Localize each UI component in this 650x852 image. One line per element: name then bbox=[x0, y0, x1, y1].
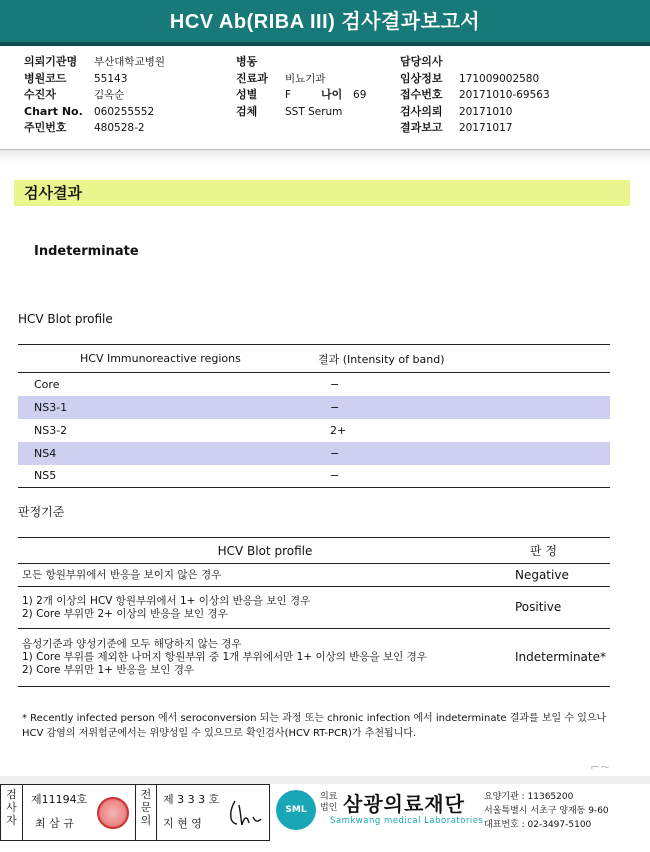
info-row-department bbox=[236, 71, 366, 88]
organization-name: 삼광의료재단 bbox=[343, 792, 465, 816]
criteria-line: 1) Core 부위를 제외한 나머지 항원부위 중 1개 부위에서만 1+ 이상의 반응을 보인 경우 bbox=[22, 651, 427, 663]
criteria-line: 2) Core 부위만 2+ 이상의 반응을 보인 경우 bbox=[22, 607, 228, 620]
footer-band bbox=[0, 776, 650, 784]
result-cell: − bbox=[318, 396, 610, 419]
judgement-cell: Negative bbox=[512, 564, 610, 587]
criteria-line: 2) Core 부위만 1+ 반응을 보인 경우 bbox=[22, 664, 195, 676]
section-title: 검사결과 bbox=[24, 184, 82, 202]
info-label: 검사의뢰 bbox=[400, 104, 443, 118]
info-row-report-date bbox=[400, 120, 550, 137]
specialist-license: 제 3 3 3 호 bbox=[163, 793, 220, 806]
handwritten-signature bbox=[227, 797, 263, 829]
blot-profile-table bbox=[18, 344, 610, 488]
table-row bbox=[18, 442, 610, 465]
info-label: 나이 bbox=[321, 88, 343, 101]
criteria-line: 모든 항원부위에서 반응을 보이지 않은 경우 bbox=[22, 568, 222, 581]
info-row-sex-age bbox=[236, 87, 366, 104]
criteria-line: 1) 2개 이상의 HCV 항원부위에서 1+ 이상의 반응을 보인 경우 bbox=[22, 594, 311, 607]
info-row-institution bbox=[24, 54, 165, 71]
specialist-name: 지 현 영 bbox=[163, 817, 202, 830]
table-row bbox=[18, 465, 610, 488]
info-label: 병원코드 bbox=[24, 71, 67, 85]
info-row-request-date bbox=[400, 104, 550, 121]
table-row bbox=[18, 373, 610, 396]
info-label: 수진자 bbox=[24, 88, 56, 101]
header-shadow bbox=[0, 150, 650, 162]
info-row-specimen bbox=[236, 104, 366, 121]
criteria-table bbox=[18, 537, 610, 687]
info-value: 비뇨기과 bbox=[285, 72, 326, 85]
result-cell: − bbox=[318, 442, 610, 465]
inspector-label: 검사자 bbox=[1, 785, 23, 840]
info-label: 진료과 bbox=[236, 71, 268, 85]
report-title-bar bbox=[0, 0, 650, 46]
faint-stamp-mark: ⌐~ bbox=[590, 760, 611, 774]
result-cell: − bbox=[318, 465, 610, 488]
logo-text: SML bbox=[285, 805, 307, 815]
inspector-license: 제11194호 bbox=[31, 793, 88, 806]
specialist-label: 전문의 bbox=[135, 785, 157, 840]
info-label: 검체 bbox=[236, 104, 258, 118]
judgement-cell: Positive bbox=[512, 587, 610, 629]
info-label: 병동 bbox=[236, 55, 258, 68]
criteria-cell bbox=[18, 587, 512, 629]
info-value: 060255552 bbox=[94, 105, 155, 118]
result-cell: 2+ bbox=[330, 423, 347, 437]
table-row bbox=[18, 396, 610, 419]
info-value: 55143 bbox=[94, 72, 128, 85]
info-value: SST Serum bbox=[285, 105, 343, 118]
info-value: 20171010-69563 bbox=[459, 89, 550, 101]
sml-logo bbox=[276, 790, 316, 830]
column-header-result: 결과 (Intensity of band) bbox=[318, 345, 610, 373]
info-row-clinical-info bbox=[400, 71, 550, 88]
info-row-chart-no bbox=[24, 104, 165, 121]
table-row bbox=[18, 564, 610, 587]
info-label: 임상정보 bbox=[400, 71, 443, 85]
info-row-receipt-no bbox=[400, 87, 550, 104]
info-value: 부산대학교병원 bbox=[94, 56, 166, 68]
patient-info-col2 bbox=[236, 54, 366, 120]
result-cell: − bbox=[330, 377, 340, 391]
report-title: HCV Ab(RIBA III) 검사결과보고서 bbox=[169, 11, 481, 33]
info-value: 김옥순 bbox=[94, 89, 125, 101]
region-cell: NS3-1 bbox=[18, 396, 318, 419]
phone: 대표번호 : 02-3497-5100 bbox=[484, 820, 592, 830]
info-row-resident-no bbox=[24, 120, 165, 137]
info-value: 69 bbox=[353, 89, 367, 101]
region-cell: Core bbox=[34, 377, 60, 391]
address: 서울특별시 서초구 양재동 9-60 bbox=[484, 806, 609, 816]
care-code: 요양기관 : 11365200 bbox=[484, 792, 574, 802]
info-row-doctor bbox=[400, 54, 550, 71]
info-row-hospital-code bbox=[24, 71, 165, 88]
table-header-row bbox=[18, 538, 610, 564]
table-row bbox=[18, 629, 610, 687]
criteria-title: 판정기준 bbox=[18, 505, 65, 519]
info-label: Chart No. bbox=[24, 104, 83, 118]
info-value: 480528-2 bbox=[94, 122, 145, 134]
info-label: 접수번호 bbox=[400, 88, 443, 101]
info-label: 주민번호 bbox=[24, 121, 67, 134]
table-row bbox=[18, 587, 610, 629]
legal-type: 의료 법인 bbox=[320, 792, 338, 813]
overall-result: Indeterminate bbox=[34, 244, 139, 259]
column-header-region: HCV Immunoreactive regions bbox=[18, 345, 318, 373]
info-value: F bbox=[285, 89, 292, 101]
organization-contact bbox=[484, 790, 609, 832]
info-value: 20171017 bbox=[459, 122, 513, 134]
column-header-judgement: 판 정 bbox=[512, 538, 610, 564]
info-row-ward bbox=[236, 54, 366, 71]
inspector-name: 최 삼 규 bbox=[35, 817, 74, 830]
info-row-patient bbox=[24, 87, 165, 104]
blot-profile-title: HCV Blot profile bbox=[18, 312, 113, 326]
info-label: 의뢰기관명 bbox=[24, 55, 78, 68]
column-header-profile: HCV Blot profile bbox=[18, 538, 512, 564]
criteria-cell bbox=[18, 564, 512, 587]
region-cell: NS4 bbox=[18, 442, 318, 465]
seal-stamp bbox=[97, 797, 129, 829]
criteria-cell bbox=[18, 629, 512, 687]
region-cell: NS5 bbox=[18, 465, 318, 488]
criteria-line: 음성기준과 양성기준에 모두 해당하지 않는 경우 bbox=[22, 638, 242, 650]
info-value: 171009002580 bbox=[459, 72, 540, 85]
patient-info-col1 bbox=[24, 54, 165, 137]
organization-name-en: Samkwang medical Laboratories bbox=[330, 816, 484, 826]
info-value: 20171010 bbox=[459, 105, 513, 118]
judgement-cell: Indeterminate* bbox=[512, 629, 610, 687]
region-cell: NS3-2 bbox=[34, 423, 68, 437]
patient-info-col3 bbox=[400, 54, 550, 137]
table-header-row bbox=[18, 345, 610, 373]
info-label: 결과보고 bbox=[400, 121, 443, 134]
table-row bbox=[18, 419, 610, 442]
info-label: 담당의사 bbox=[400, 55, 443, 68]
footnote: * Recently infected person 에서 seroconversion 되는 과정 또는 chronic infection 에서 indeterminate 결과를 보일 수 있으나 HCV 감염의 저위험군에서는 위양성일 수 있으므로 확인검사(HCV RT-PCR)가 추천됩니다. bbox=[22, 713, 607, 739]
info-label: 성별 bbox=[236, 88, 258, 101]
section-header bbox=[14, 180, 630, 206]
signature-box bbox=[0, 784, 270, 841]
